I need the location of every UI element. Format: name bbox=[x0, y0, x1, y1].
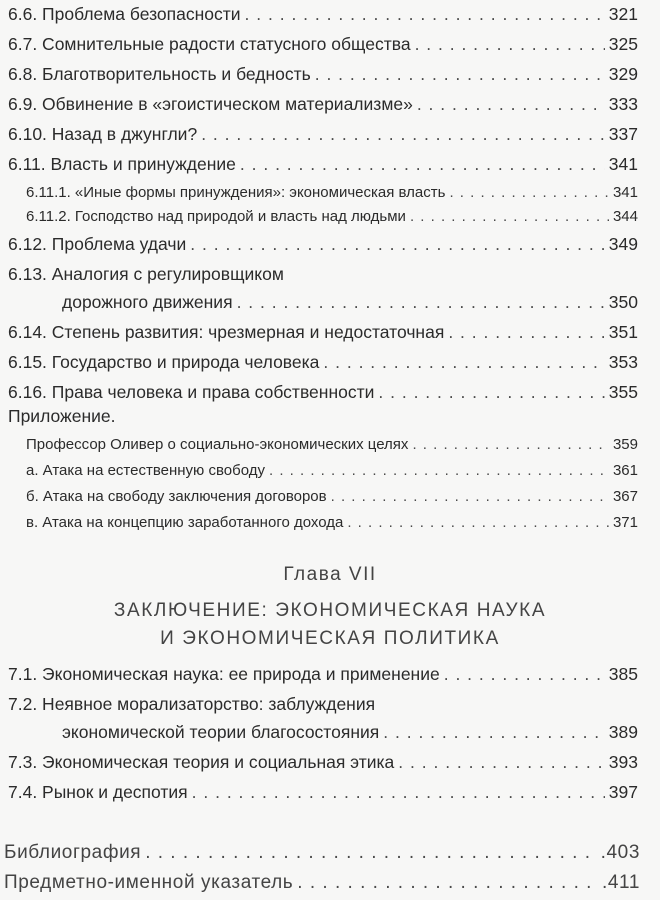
toc-entry-page: 351 bbox=[608, 322, 638, 342]
toc-entry-label-line1: 7.2. Неявное морализаторство: заблуждения bbox=[8, 694, 376, 714]
toc-subentry bbox=[26, 184, 638, 201]
leader-dots bbox=[378, 382, 604, 403]
leader-dots bbox=[448, 322, 604, 343]
leader-dots bbox=[237, 292, 605, 313]
toc-entry-label: 6.11. Власть и принуждение bbox=[8, 154, 236, 174]
leader-dots bbox=[412, 436, 609, 453]
chapter-title-line1: ЗАКЛЮЧЕНИЕ: ЭКОНОМИЧЕСКАЯ НАУКА bbox=[113, 600, 547, 621]
chapter-title-line2: И ЭКОНОМИЧЕСКАЯ ПОЛИТИКА bbox=[160, 628, 500, 649]
leader-dots bbox=[297, 872, 598, 894]
toc-entry-label: Библиография bbox=[4, 842, 142, 863]
toc-entry bbox=[8, 782, 638, 803]
toc-entry bbox=[62, 292, 638, 313]
leader-dots bbox=[269, 462, 609, 479]
toc-entry-label: а. Атака на естественную свободу bbox=[26, 462, 265, 479]
toc-entry-page: 393 bbox=[608, 752, 638, 772]
back-matter-entry bbox=[4, 872, 640, 894]
toc-entry bbox=[8, 382, 638, 403]
leader-dots bbox=[201, 124, 605, 145]
leader-dots bbox=[415, 34, 605, 55]
toc-entry-label: 6.12. Проблема удачи bbox=[8, 234, 187, 254]
leader-dots bbox=[192, 782, 605, 803]
toc-entry-label: Профессор Оливер о социально-экономических целях bbox=[26, 436, 409, 453]
toc-entry-page: 353 bbox=[608, 352, 638, 372]
toc-subentry bbox=[26, 208, 638, 225]
toc-entry-page: 329 bbox=[608, 64, 638, 84]
toc-entry-page: .411 bbox=[602, 872, 640, 893]
toc-entry-page: 359 bbox=[612, 436, 638, 453]
toc-entry-page: 367 bbox=[612, 488, 638, 505]
toc-entry-page: 361 bbox=[612, 462, 638, 479]
leader-dots bbox=[383, 722, 605, 743]
toc-entry-label: 6.7. Сомнительные радости статусного общества bbox=[8, 34, 411, 54]
toc-entry-page: 397 bbox=[608, 782, 638, 802]
toc-entry-label: 6.10. Назад в джунгли? bbox=[8, 124, 198, 144]
leader-dots bbox=[245, 4, 605, 25]
toc-entry bbox=[8, 124, 638, 145]
toc-entry-label: 6.11.2. Господство над природой и власть над людьми bbox=[26, 208, 406, 225]
toc-entry bbox=[8, 4, 638, 25]
toc-entry-page: 371 bbox=[612, 514, 638, 531]
toc-entry-label: 6.9. Обвинение в «эгоистическом материализме» bbox=[8, 94, 413, 114]
toc-entry-page: 349 bbox=[608, 234, 638, 254]
leader-dots bbox=[240, 154, 605, 175]
appendix-entry bbox=[26, 488, 638, 505]
toc-entry-page: 385 bbox=[608, 664, 638, 684]
appendix-entry bbox=[26, 462, 638, 479]
leader-dots bbox=[410, 208, 609, 225]
leader-dots bbox=[444, 664, 605, 685]
toc-entry bbox=[8, 64, 638, 85]
toc-entry-page: 321 bbox=[608, 4, 638, 24]
toc-entry-label: дорожного движения bbox=[62, 292, 233, 312]
toc-entry-page: 341 bbox=[612, 184, 638, 201]
toc-entry-label: 6.16. Права человека и права собственности bbox=[8, 382, 375, 402]
toc-entry-label: 7.3. Экономическая теория и социальная этика bbox=[8, 752, 395, 772]
toc-entry bbox=[8, 752, 638, 773]
toc-entry bbox=[8, 322, 638, 343]
leader-dots bbox=[190, 234, 605, 255]
appendix-entry bbox=[26, 436, 638, 453]
toc-entry-page: 325 bbox=[608, 34, 638, 54]
leader-dots bbox=[347, 514, 609, 531]
toc-entry bbox=[8, 34, 638, 55]
toc-entry-label: 7.4. Рынок и деспотия bbox=[8, 782, 188, 802]
toc-entry-page: 344 bbox=[612, 208, 638, 225]
leader-dots bbox=[315, 64, 605, 85]
toc-entry-label: 7.1. Экономическая наука: ее природа и применение bbox=[8, 664, 440, 684]
toc-entry bbox=[8, 664, 638, 685]
toc-entry bbox=[8, 154, 638, 175]
toc-entry-label: б. Атака на свободу заключения договоров bbox=[26, 488, 327, 505]
leader-dots bbox=[449, 184, 609, 201]
toc-entry-label: 6.14. Степень развития: чрезмерная и недостаточная bbox=[8, 322, 445, 342]
toc-entry-label: в. Атака на концепцию заработанного дохода bbox=[26, 514, 344, 531]
toc-entry bbox=[8, 352, 638, 373]
leader-dots bbox=[417, 94, 605, 115]
toc-entry bbox=[8, 94, 638, 115]
toc-entry-page: 350 bbox=[608, 292, 638, 312]
toc-entry-page: .403 bbox=[600, 842, 640, 863]
toc-entry-page: 341 bbox=[608, 154, 638, 174]
toc-entry-label-line1: 6.13. Аналогия с регулировщиком bbox=[8, 264, 284, 284]
leader-dots bbox=[398, 752, 605, 773]
toc-entry-label: 6.11.1. «Иные формы принуждения»: экономическая власть bbox=[26, 184, 446, 201]
leader-dots bbox=[323, 352, 604, 373]
toc-entry-page: 389 bbox=[608, 722, 638, 742]
leader-dots bbox=[331, 488, 609, 505]
toc-entry-label: 6.15. Государство и природа человека bbox=[8, 352, 320, 372]
toc-entry-label: 6.6. Проблема безопасности bbox=[8, 4, 241, 24]
toc-entry bbox=[62, 722, 638, 743]
toc-entry-label: Предметно-именной указатель bbox=[4, 872, 294, 893]
toc-entry-label: экономической теории благосостояния bbox=[62, 722, 380, 742]
leader-dots bbox=[145, 842, 596, 864]
toc-entry-page: 355 bbox=[608, 382, 638, 402]
toc-entry-label: 6.8. Благотворительность и бедность bbox=[8, 64, 311, 84]
chapter-label: Глава VII bbox=[283, 564, 377, 585]
back-matter-entry bbox=[4, 842, 640, 864]
toc-entry-page: 333 bbox=[608, 94, 638, 114]
toc-entry bbox=[8, 234, 638, 255]
appendix-heading: Приложение. bbox=[8, 406, 116, 426]
appendix-entry bbox=[26, 514, 638, 531]
toc-entry-page: 337 bbox=[608, 124, 638, 144]
